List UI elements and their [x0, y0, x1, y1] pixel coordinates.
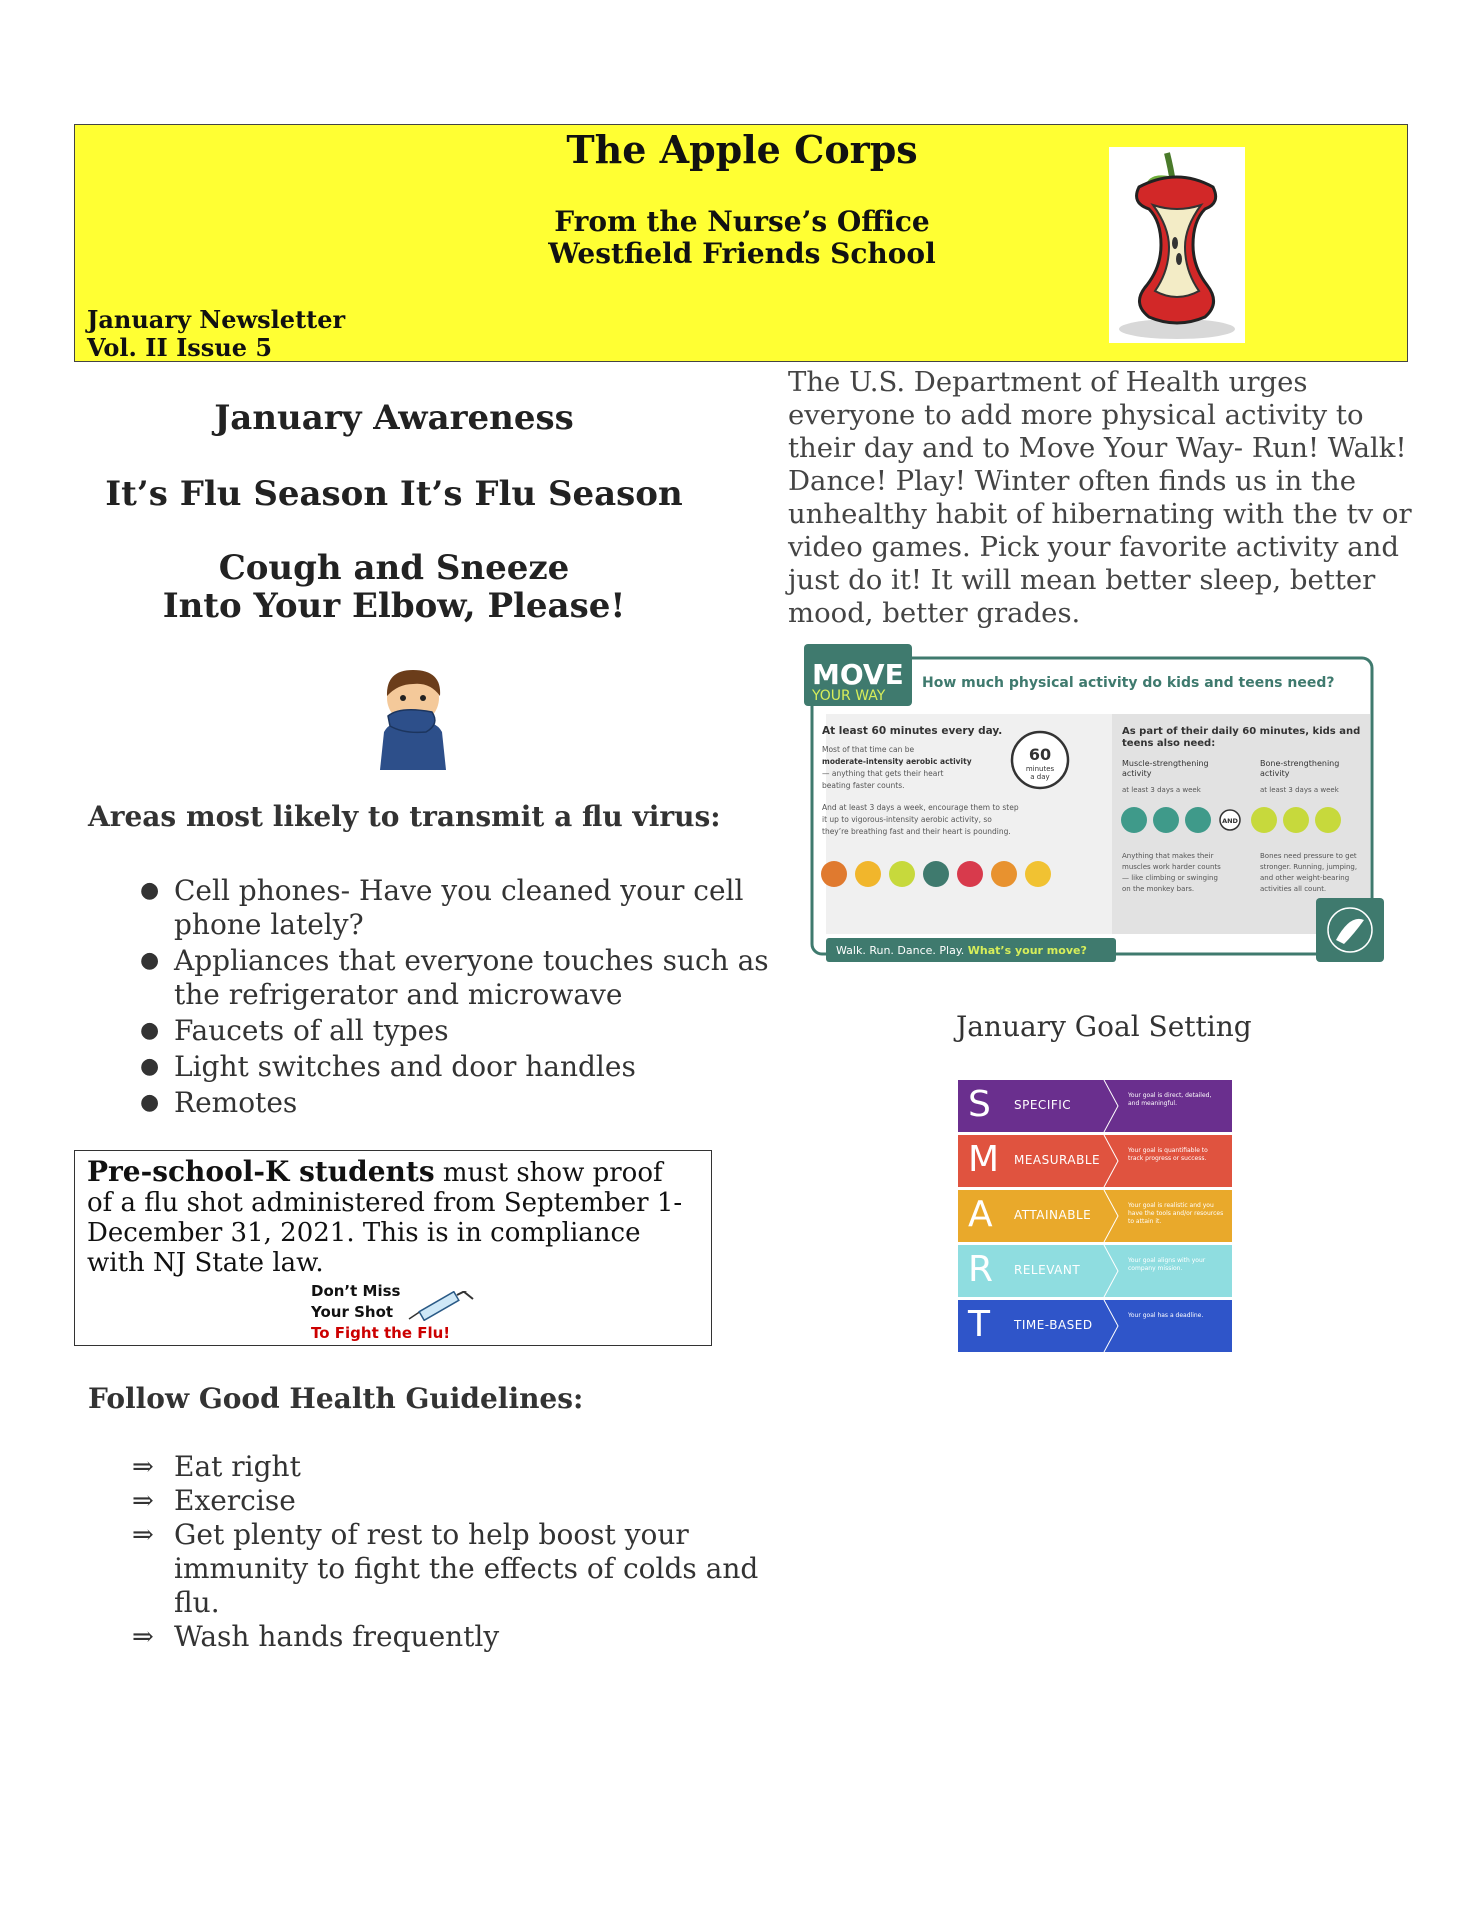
- svg-text:Most of that time can be: Most of that time can be: [822, 745, 915, 754]
- list-item: ● Cell phones- Have you cleaned your cell phone lately?: [140, 874, 744, 941]
- newsletter-header: [74, 124, 1408, 362]
- arrow-right-icon: ⇒: [132, 1520, 154, 1550]
- bullet-icon: ●: [140, 948, 160, 973]
- move-your-way-infographic: [804, 644, 1384, 968]
- arrow-right-icon: ⇒: [132, 1622, 154, 1652]
- arrow-right-icon: ⇒: [132, 1486, 154, 1516]
- bullet-icon: ●: [140, 1018, 160, 1043]
- issue-month: January Newsletter: [87, 305, 346, 334]
- flu-areas-list: [88, 874, 794, 1122]
- january-awareness-heading: January Awareness: [214, 398, 574, 438]
- svg-text:At least 60 minutes every day.: At least 60 minutes every day.: [822, 725, 1003, 737]
- svg-text:Bone-strengthening: Bone-strengthening: [1260, 759, 1340, 768]
- flu-areas-heading: Areas most likely to transmit a flu virus:: [88, 800, 721, 833]
- physical-activity-intro: The U.S. Department of Health urges everyone to add more physical activity to their day and to Move Your Way- Run! Walk! Dance! Play! Winter often finds us in the unhealthy habit of hibernating with the tv or video games. Pick your favorite activity and just do it! It will mean better sleep, better mood, better grades.: [788, 366, 1412, 629]
- list-item: ⇒ Get plenty of rest to help boost your immunity to fight the effects of colds and flu.: [132, 1518, 759, 1619]
- smart-goals-graphic: [958, 1080, 1232, 1352]
- svg-text:they’re breathing fast and the: they’re breathing fast and their heart is pounding.: [822, 827, 1011, 836]
- flu-season-heading: It’s Flu Season It’s Flu Season: [105, 474, 683, 514]
- svg-text:at least 3 days a week: at least 3 days a week: [1122, 786, 1201, 794]
- list-item: ● Light switches and door handles: [140, 1050, 636, 1083]
- svg-text:stronger. Running, jumping,: stronger. Running, jumping,: [1260, 863, 1358, 871]
- svg-text:it up to vigorous-intensity ae: it up to vigorous-intensity aerobic activity, so: [822, 815, 992, 824]
- goal-setting-heading: January Goal Setting: [956, 1010, 1252, 1043]
- infographic-footer: Walk. Run. Dance. Play. What’s your move?: [836, 944, 1087, 957]
- health-guidelines-list: [88, 1450, 794, 1654]
- cough-heading-line-2: Into Your Elbow, Please!: [162, 586, 626, 626]
- flu-shot-notice-box: [74, 1150, 712, 1346]
- list-item: ⇒ Exercise: [132, 1484, 296, 1517]
- apple-core-image: [1109, 147, 1245, 343]
- smart-row-attainable: A ATTAINABLE Your goal is realistic and you have the tools and/or resources to attain it.: [958, 1190, 1232, 1242]
- list-item: ⇒ Eat right: [132, 1450, 301, 1483]
- svg-text:a day: a day: [1030, 773, 1050, 781]
- svg-text:and other weight-bearing: and other weight-bearing: [1260, 874, 1350, 882]
- syringe-icon: [407, 1291, 477, 1321]
- list-item: ⇒ Wash hands frequently: [132, 1620, 500, 1653]
- svg-text:— like climbing or swinging: — like climbing or swinging: [1122, 874, 1218, 882]
- smart-row-specific: S SPECIFIC Your goal is direct, detailed, and meaningful.: [958, 1080, 1232, 1132]
- svg-text:beating faster counts.: beating faster counts.: [822, 781, 905, 790]
- smart-row-measurable: M MEASURABLE Your goal is quantifiable to track progress or success.: [958, 1135, 1232, 1187]
- svg-text:activities all count.: activities all count.: [1260, 885, 1327, 893]
- svg-text:activity: activity: [1260, 769, 1290, 778]
- svg-text:And at least 3 days a week, en: And at least 3 days a week, encourage them to step: [822, 803, 1019, 812]
- svg-text:on the monkey bars.: on the monkey bars.: [1122, 885, 1195, 893]
- bullet-icon: ●: [140, 1090, 160, 1115]
- svg-text:As part of their daily 60 minu: As part of their daily 60 minutes, kids and: [1122, 726, 1361, 737]
- sneezing-child-image: [370, 662, 456, 772]
- arrow-right-icon: ⇒: [132, 1452, 154, 1482]
- bullet-icon: ●: [140, 1054, 160, 1079]
- svg-text:Bones need pressure to get: Bones need pressure to get: [1260, 852, 1357, 860]
- list-item: ● Faucets of all types: [140, 1014, 449, 1047]
- move-logo: MOVE: [812, 658, 904, 691]
- svg-text:activity: activity: [1122, 769, 1152, 778]
- newsletter-title: The Apple Corps: [566, 127, 918, 172]
- issue-volume: Vol. II Issue 5: [87, 333, 273, 362]
- svg-text:Anything that makes their: Anything that makes their: [1122, 852, 1214, 860]
- smart-row-relevant: R RELEVANT Your goal aligns with your company mission.: [958, 1245, 1232, 1297]
- bone-strengthening-icons: [1251, 807, 1341, 833]
- svg-text:AND: AND: [1222, 817, 1238, 825]
- newsletter-subtitle-office: From the Nurse’s Office: [554, 205, 930, 238]
- dont-miss-your-shot-graphic: Don’t Miss Your Shot To Fight the Flu!: [311, 1282, 451, 1342]
- flu-shot-notice-text: Pre-school-K students must show proof of a flu shot administered from September 1-December 31, 2021. This is in compliance with NJ State law.: [87, 1155, 683, 1278]
- svg-text:— anything that gets their hea: — anything that gets their heart: [822, 769, 944, 778]
- health-guidelines-heading: Follow Good Health Guidelines:: [88, 1382, 584, 1415]
- list-item: ● Appliances that everyone touches such as the refrigerator and microwave: [140, 944, 769, 1011]
- svg-text:moderate-intensity aerobic act: moderate-intensity aerobic activity: [822, 757, 972, 766]
- smart-row-time-based: T TIME-BASED Your goal has a deadline.: [958, 1300, 1232, 1352]
- svg-text:muscles work harder counts: muscles work harder counts: [1122, 863, 1221, 871]
- svg-text:minutes: minutes: [1025, 765, 1055, 773]
- svg-text:60: 60: [1028, 745, 1052, 764]
- cough-heading-line-1: Cough and Sneeze: [218, 548, 570, 588]
- svg-text:teens also need:: teens also need:: [1122, 738, 1216, 749]
- muscle-strengthening-icons: [1121, 807, 1211, 833]
- your-way-logo: YOUR WAY: [812, 688, 886, 704]
- infographic-question: How much physical activity do kids and teens need?: [922, 675, 1335, 691]
- svg-text:Muscle-strengthening: Muscle-strengthening: [1122, 759, 1209, 768]
- newsletter-subtitle-school: Westfield Friends School: [548, 237, 936, 270]
- list-item: ● Remotes: [140, 1086, 298, 1119]
- svg-text:at least 3 days a week: at least 3 days a week: [1260, 786, 1339, 794]
- bullet-icon: ●: [140, 878, 160, 903]
